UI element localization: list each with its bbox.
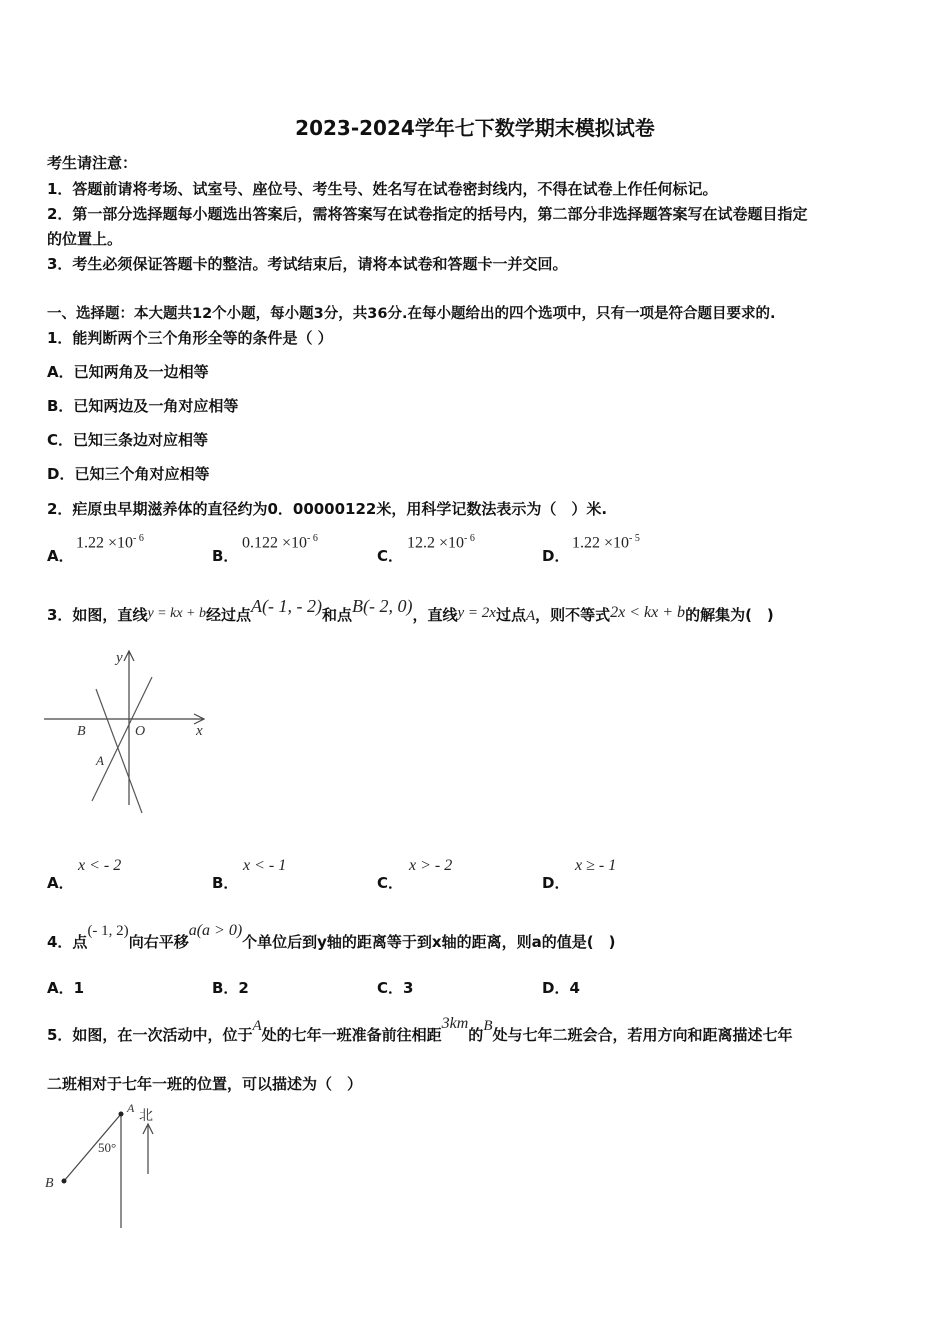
stem-text: ，直线	[412, 606, 458, 624]
stem-text: 处的七年一班准备前往相距	[261, 1026, 442, 1044]
stem-text: 4．点	[47, 933, 88, 951]
option-exponent: - 6	[307, 533, 318, 544]
question-3-option-label-a: A．	[47, 874, 74, 892]
line-2x	[92, 677, 152, 801]
question-1-option-a: A．已知两角及一边相等	[47, 363, 209, 381]
point-a-label: A	[127, 1101, 135, 1115]
option-exponent: - 6	[133, 533, 144, 544]
question-5-stem-line2: 二班相对于七年一班的位置，可以描述为（ ）	[47, 1075, 363, 1093]
question-4-option-b: B．2	[212, 979, 249, 997]
formula: B	[483, 1018, 493, 1034]
question-5-stem	[47, 1015, 793, 1045]
stem-text: 和点	[322, 606, 353, 624]
stem-text: 3．如图，直线	[47, 606, 148, 624]
option-exponent: - 5	[629, 533, 640, 544]
question-2-option-label-c: C．	[377, 547, 404, 565]
question-2-option-b	[242, 533, 318, 552]
line-kx-plus-b	[96, 689, 142, 813]
y-axis-label: y	[116, 650, 123, 666]
section-heading: 一、选择题：本大题共12个小题，每小题3分，共36分.在每小题给出的四个选项中，只有一项是符合题目要求的.	[47, 306, 776, 322]
question-3-option-a: x < - 2	[78, 857, 122, 874]
question-3-option-label-c: C．	[377, 874, 404, 892]
point-b-label: B	[77, 724, 86, 739]
question-4-option-a: A．1	[47, 979, 85, 997]
question-5-figure	[40, 1098, 170, 1233]
north-label: 北	[139, 1108, 153, 1124]
question-3-stem	[47, 596, 774, 625]
question-3-figure	[44, 645, 214, 815]
point-a	[119, 1112, 124, 1117]
stem-text: 向右平移	[128, 933, 189, 951]
formula: y = 2x	[457, 605, 496, 621]
option-value: 1.22 ×10	[572, 534, 630, 552]
notice-item: 的位置上。	[47, 230, 123, 248]
point-a-label: A	[96, 753, 104, 768]
question-4-option-c: C．3	[377, 979, 414, 997]
angle-label: 50°	[98, 1140, 117, 1155]
notice-item: 3．考生必须保证答题卡的整洁。考试结束后，请将本试卷和答题卡一并交回。	[47, 255, 568, 273]
option-value: 1.22 ×10	[76, 534, 134, 552]
notice-item: 2．第一部分选择题每小题选出答案后，需将答案写在试卷指定的括号内，第二部分非选择题答案写在试卷题目指定	[47, 205, 808, 223]
question-3-option-c: x > - 2	[409, 857, 453, 874]
point-b	[62, 1179, 67, 1184]
option-value: 12.2 ×10	[407, 534, 465, 552]
stem-text: 经过点	[206, 606, 252, 624]
formula: (- 1, 2)	[87, 923, 129, 939]
formula: 2x < kx + b	[610, 604, 686, 621]
question-2-option-label-a: A．	[47, 547, 74, 565]
notice-heading: 考生请注意：	[47, 154, 138, 172]
question-2-option-c	[407, 533, 475, 552]
option-value: 0.122 ×10	[242, 534, 308, 552]
question-2-stem: 2．疟原虫早期滋养体的直径约为0．00000122米，用科学记数法表示为（ ）米.	[47, 500, 608, 518]
formula: a(a > 0)	[188, 922, 243, 939]
question-1-option-c: C．已知三条边对应相等	[47, 431, 209, 449]
stem-text: 的解集为( )	[685, 606, 774, 624]
option-exponent: - 6	[464, 533, 475, 544]
formula: y = kx + b	[147, 606, 206, 621]
stem-text: 5．如图，在一次活动中，位于	[47, 1026, 253, 1044]
page-title: 2023-2024学年七下数学期末模拟试卷	[295, 116, 655, 140]
point-b-label: B	[45, 1176, 54, 1191]
question-3-option-label-b: B．	[212, 874, 239, 892]
stem-text: 个单位后到y轴的距离等于到x轴的距离，则a的值是( )	[242, 933, 616, 951]
question-2-option-d	[572, 533, 640, 552]
formula: A	[525, 608, 536, 624]
stem-text: ，则不等式	[535, 606, 611, 624]
formula: A(- 1, - 2)	[251, 596, 322, 616]
question-2-option-a	[76, 533, 144, 552]
formula: A	[252, 1018, 262, 1034]
question-1-stem: 1．能判断两个三个角形全等的条件是（ ）	[47, 329, 333, 347]
origin-label: O	[135, 724, 146, 739]
question-2-option-label-b: B．	[212, 547, 239, 565]
question-4-option-d: D．4	[542, 979, 580, 997]
question-3-option-b: x < - 1	[243, 857, 287, 874]
question-1-option-b: B．已知两边及一角对应相等	[47, 397, 239, 415]
stem-text: 处与七年二班会合，若用方向和距离描述七年	[492, 1026, 793, 1044]
x-axis-label: x	[196, 723, 203, 739]
formula: B(- 2, 0)	[352, 596, 413, 616]
notice-item: 1．答题前请将考场、试室号、座位号、考生号、姓名写在试卷密封线内，不得在试卷上作任何标记。	[47, 180, 718, 198]
question-1-option-d: D．已知三个角对应相等	[47, 465, 210, 483]
question-4-stem	[47, 922, 616, 952]
formula: 3km	[441, 1015, 469, 1032]
stem-text: 过点	[495, 606, 526, 624]
stem-text: 的	[468, 1026, 484, 1044]
question-3-option-label-d: D．	[542, 874, 570, 892]
question-3-option-d: x ≥ - 1	[575, 857, 617, 874]
question-2-option-label-d: D．	[542, 547, 570, 565]
